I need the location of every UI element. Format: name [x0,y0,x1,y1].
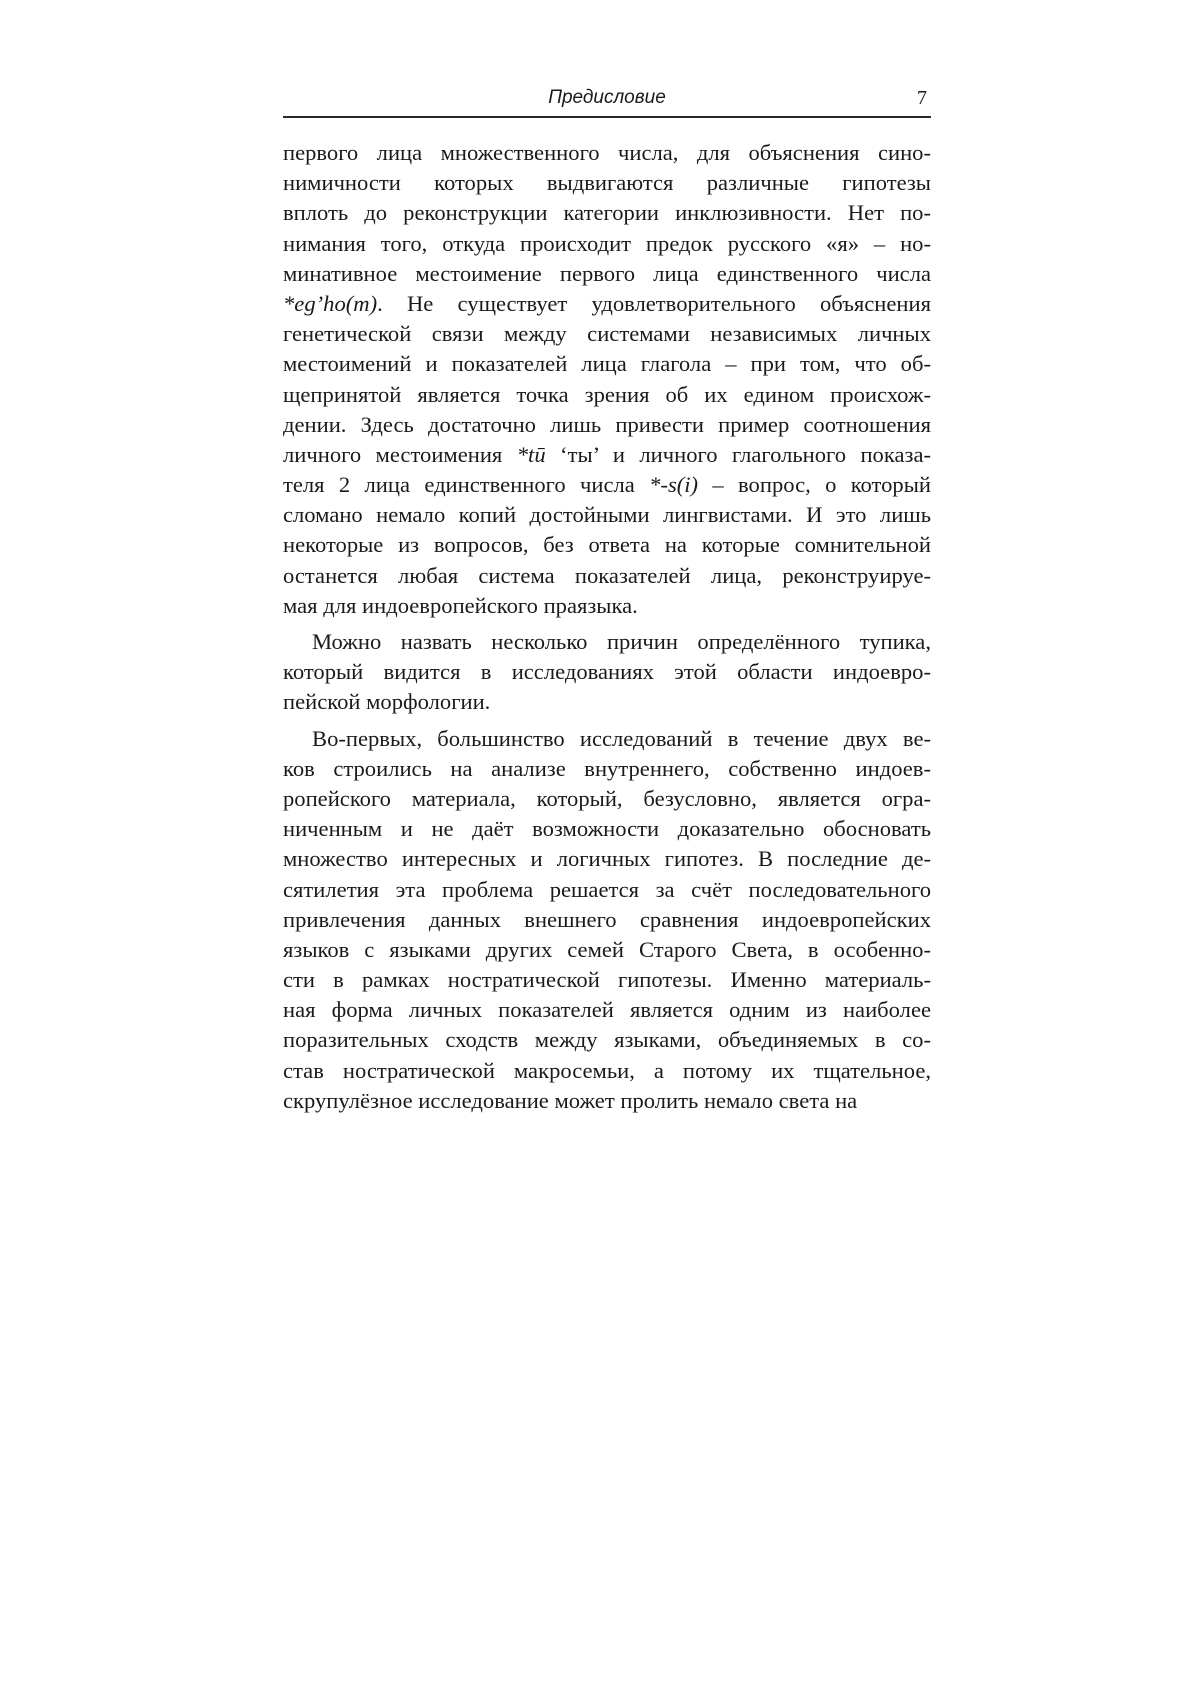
paragraph [283,724,931,1116]
text-line: нимичности которых выдвигаются различные гипотезы [283,170,931,196]
text-line: ков строились на анализе внутреннего, собственно индоев- [283,755,931,781]
running-head [283,82,931,118]
text-line: теля 2 лица единственного числа *-s(i) – вопрос, о который [283,472,932,498]
text-line: нимания того, откуда происходит предок русского «я» – но- [283,230,931,256]
text-line: минативное местоимение первого лица единственного числа [283,260,931,286]
text-line: ниченным и не даёт возможности доказательно обосновать [283,816,931,842]
text-line: который видится в исследованиях этой области индоевро- [283,659,931,685]
text-line: некоторые из вопросов, без ответа на которые сомнительной [283,532,931,558]
text-line: сломано немало копий достойными лингвистами. И это лишь [283,502,931,528]
text-line: поразительных сходств между языками, объединяемых в со- [283,1027,931,1053]
text-line: *eg’ho(m). Не существует удовлетворительного объяснения [283,290,931,316]
text-line: ная форма личных показателей является одним из наиболее [283,997,931,1023]
text-line: Можно назвать несколько причин определённого тупика, [312,629,931,654]
running-title: Предисловие [548,87,666,108]
text-line: став ностратической макросемьи, а потому их тщательное, [283,1057,931,1083]
text-line: первого лица множественного числа, для объяснения сино- [283,140,931,165]
text-line: дении. Здесь достаточно лишь привести пример соотношения [283,411,931,437]
paragraph [283,627,931,718]
text-line: Во-первых, большинство исследований в течение двух ве- [312,725,931,751]
text-line: скрупулёзное исследование может пролить немало света на [283,1087,858,1113]
page-number: 7 [917,87,927,109]
text-line: сти в рамках ностратической гипотезы. Именно материаль- [283,967,931,993]
text-line: местоимений и показателей лица глагола – при том, что об- [283,351,931,377]
text-line: привлечения данных внешнего сравнения индоевропейских [283,906,931,932]
text-line: останется любая система показателей лица, реконструируе- [283,562,931,588]
text-line: ропейского материала, который, безусловно, является огра- [283,785,931,811]
book-page [283,82,931,1116]
text-line: множество интересных и логичных гипотез. В последние де- [283,846,931,872]
text-line: сятилетия эта проблема решается за счёт последовательного [283,876,931,902]
text-line: пейской морфологии. [283,689,491,715]
text-line: мая для индоевропейского праязыка. [283,592,638,618]
text-line: щепринятой является точка зрения об их едином происхож- [283,381,931,407]
text-line: вплоть до реконструкции категории инклюзивности. Нет по- [283,200,931,226]
text-line: личного местоимения *tū ‘ты’ и личного глагольного показа- [283,441,931,467]
body-text [283,138,931,1116]
text-line: языков с языками других семей Старого Света, в особенно- [283,936,931,962]
paragraph [283,138,931,621]
text-line: генетической связи между системами независимых личных [283,321,931,347]
